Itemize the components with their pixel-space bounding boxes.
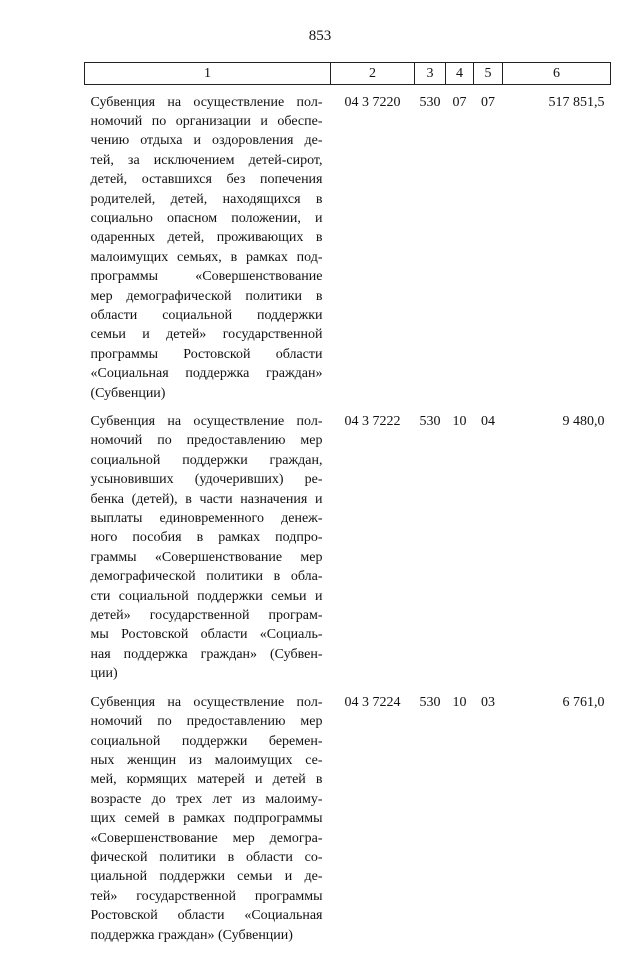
description-line: ных женщин из малоимущих се- [90, 752, 323, 768]
subsection: 03 [481, 694, 495, 710]
table-header [85, 63, 611, 85]
subsection: 07 [481, 94, 495, 110]
description-line: тей, за исключением детей-сирот, [90, 152, 323, 168]
table-row [85, 93, 611, 413]
description-line: Субвенция на осуществление пол- [90, 94, 323, 110]
description-line: усыновивших (удочеривших) ре- [90, 472, 323, 488]
description-line: области социальной поддержки [90, 307, 323, 323]
description-line: «Совершенствование мер демогра- [90, 830, 323, 846]
section: 07 [452, 94, 467, 110]
description-line: ции) [90, 666, 118, 682]
description-line: граммы «Совершенствование мер [90, 549, 323, 565]
header-col-3: 3 [415, 63, 446, 85]
description-line: ная поддержка граждан» (Субвен- [90, 646, 323, 662]
description-line: детей» государственной програм- [90, 608, 323, 624]
expense-type: 530 [419, 414, 441, 429]
description-line: малоимущих семьях, в рамках под- [90, 249, 323, 265]
description-line: циальной поддержки семьи и де- [90, 869, 323, 885]
table-row [85, 85, 611, 93]
description-line: ного пособия в рамках подпро- [90, 530, 323, 546]
description-line: чению отдыха и оздоровления де- [90, 133, 323, 149]
description-line: номочий по предоставлению мер [90, 433, 323, 449]
description-line: Ростовской области «Социальная [90, 908, 323, 924]
description-line: программы «Совершенствование [90, 269, 323, 285]
subsection: 04 [481, 414, 495, 429]
description-line: социально опасном положении, и [90, 210, 323, 226]
header-col-4: 4 [446, 63, 474, 85]
expense-type: 530 [419, 94, 441, 110]
description-line: Субвенция на осуществление пол- [90, 694, 323, 710]
description-line: номочий по организации и обеспе- [90, 113, 323, 129]
description-line: номочий по предоставлению мер [90, 714, 323, 730]
description-line: детей, оставшихся без попечения [90, 172, 323, 188]
description-line: мер демографической политики в [90, 288, 323, 304]
description-line: выплаты единовременного денеж- [90, 511, 323, 527]
expense-type: 530 [419, 694, 441, 710]
header-row [85, 63, 611, 85]
target-code: 04 3 7220 [344, 94, 401, 110]
description-line: тей» государственной программы [90, 888, 323, 904]
description-line: социальной поддержки граждан, [90, 452, 323, 468]
description-line: сти социальной поддержки семьи и [90, 588, 323, 604]
header-col-1: 1 [85, 63, 331, 85]
description-line: одаренных детей, проживающих в [90, 230, 323, 246]
description-line: Субвенция на осуществление пол- [90, 414, 323, 429]
amount: 9 480,0 [562, 414, 605, 429]
amount: 517 851,5 [548, 94, 605, 110]
header-col-6: 6 [503, 63, 611, 85]
description-line: (Субвенции) [90, 385, 166, 401]
description-line: семьи и детей» государственной [90, 327, 323, 343]
budget-table [84, 62, 611, 954]
description-line: фической политики в области со- [90, 849, 323, 865]
target-code: 04 3 7222 [344, 414, 401, 429]
page-number: 853 [308, 28, 332, 44]
header-col-2: 2 [331, 63, 415, 85]
description-line: поддержка граждан» (Субвенции) [90, 927, 293, 943]
row-description [85, 93, 331, 413]
description-line: родителей, детей, находящихся в [90, 191, 323, 207]
description-line: мей, кормящих матерей и детей в [90, 772, 323, 788]
description-line: программы Ростовской области [90, 346, 323, 362]
row-description [85, 693, 331, 954]
description-line: возрасте до трех лет из малоиму- [90, 791, 323, 807]
section: 10 [452, 694, 467, 710]
row-description [85, 412, 331, 693]
description-line: мы Ростовской области «Социаль- [90, 627, 323, 643]
section: 10 [452, 414, 467, 429]
description-line: бенка (детей), в части назначения и [90, 491, 323, 507]
description-line: щих семей в рамках подпрограммы [90, 811, 323, 827]
table-row [85, 412, 611, 693]
table-row [85, 693, 611, 954]
amount: 6 761,0 [562, 694, 605, 710]
description-line: «Социальная поддержка граждан» [90, 366, 323, 382]
header-col-5: 5 [474, 63, 503, 85]
description-line: социальной поддержки беремен- [90, 733, 323, 749]
description-line: демографической политики в обла- [90, 569, 323, 585]
target-code: 04 3 7224 [344, 694, 401, 710]
